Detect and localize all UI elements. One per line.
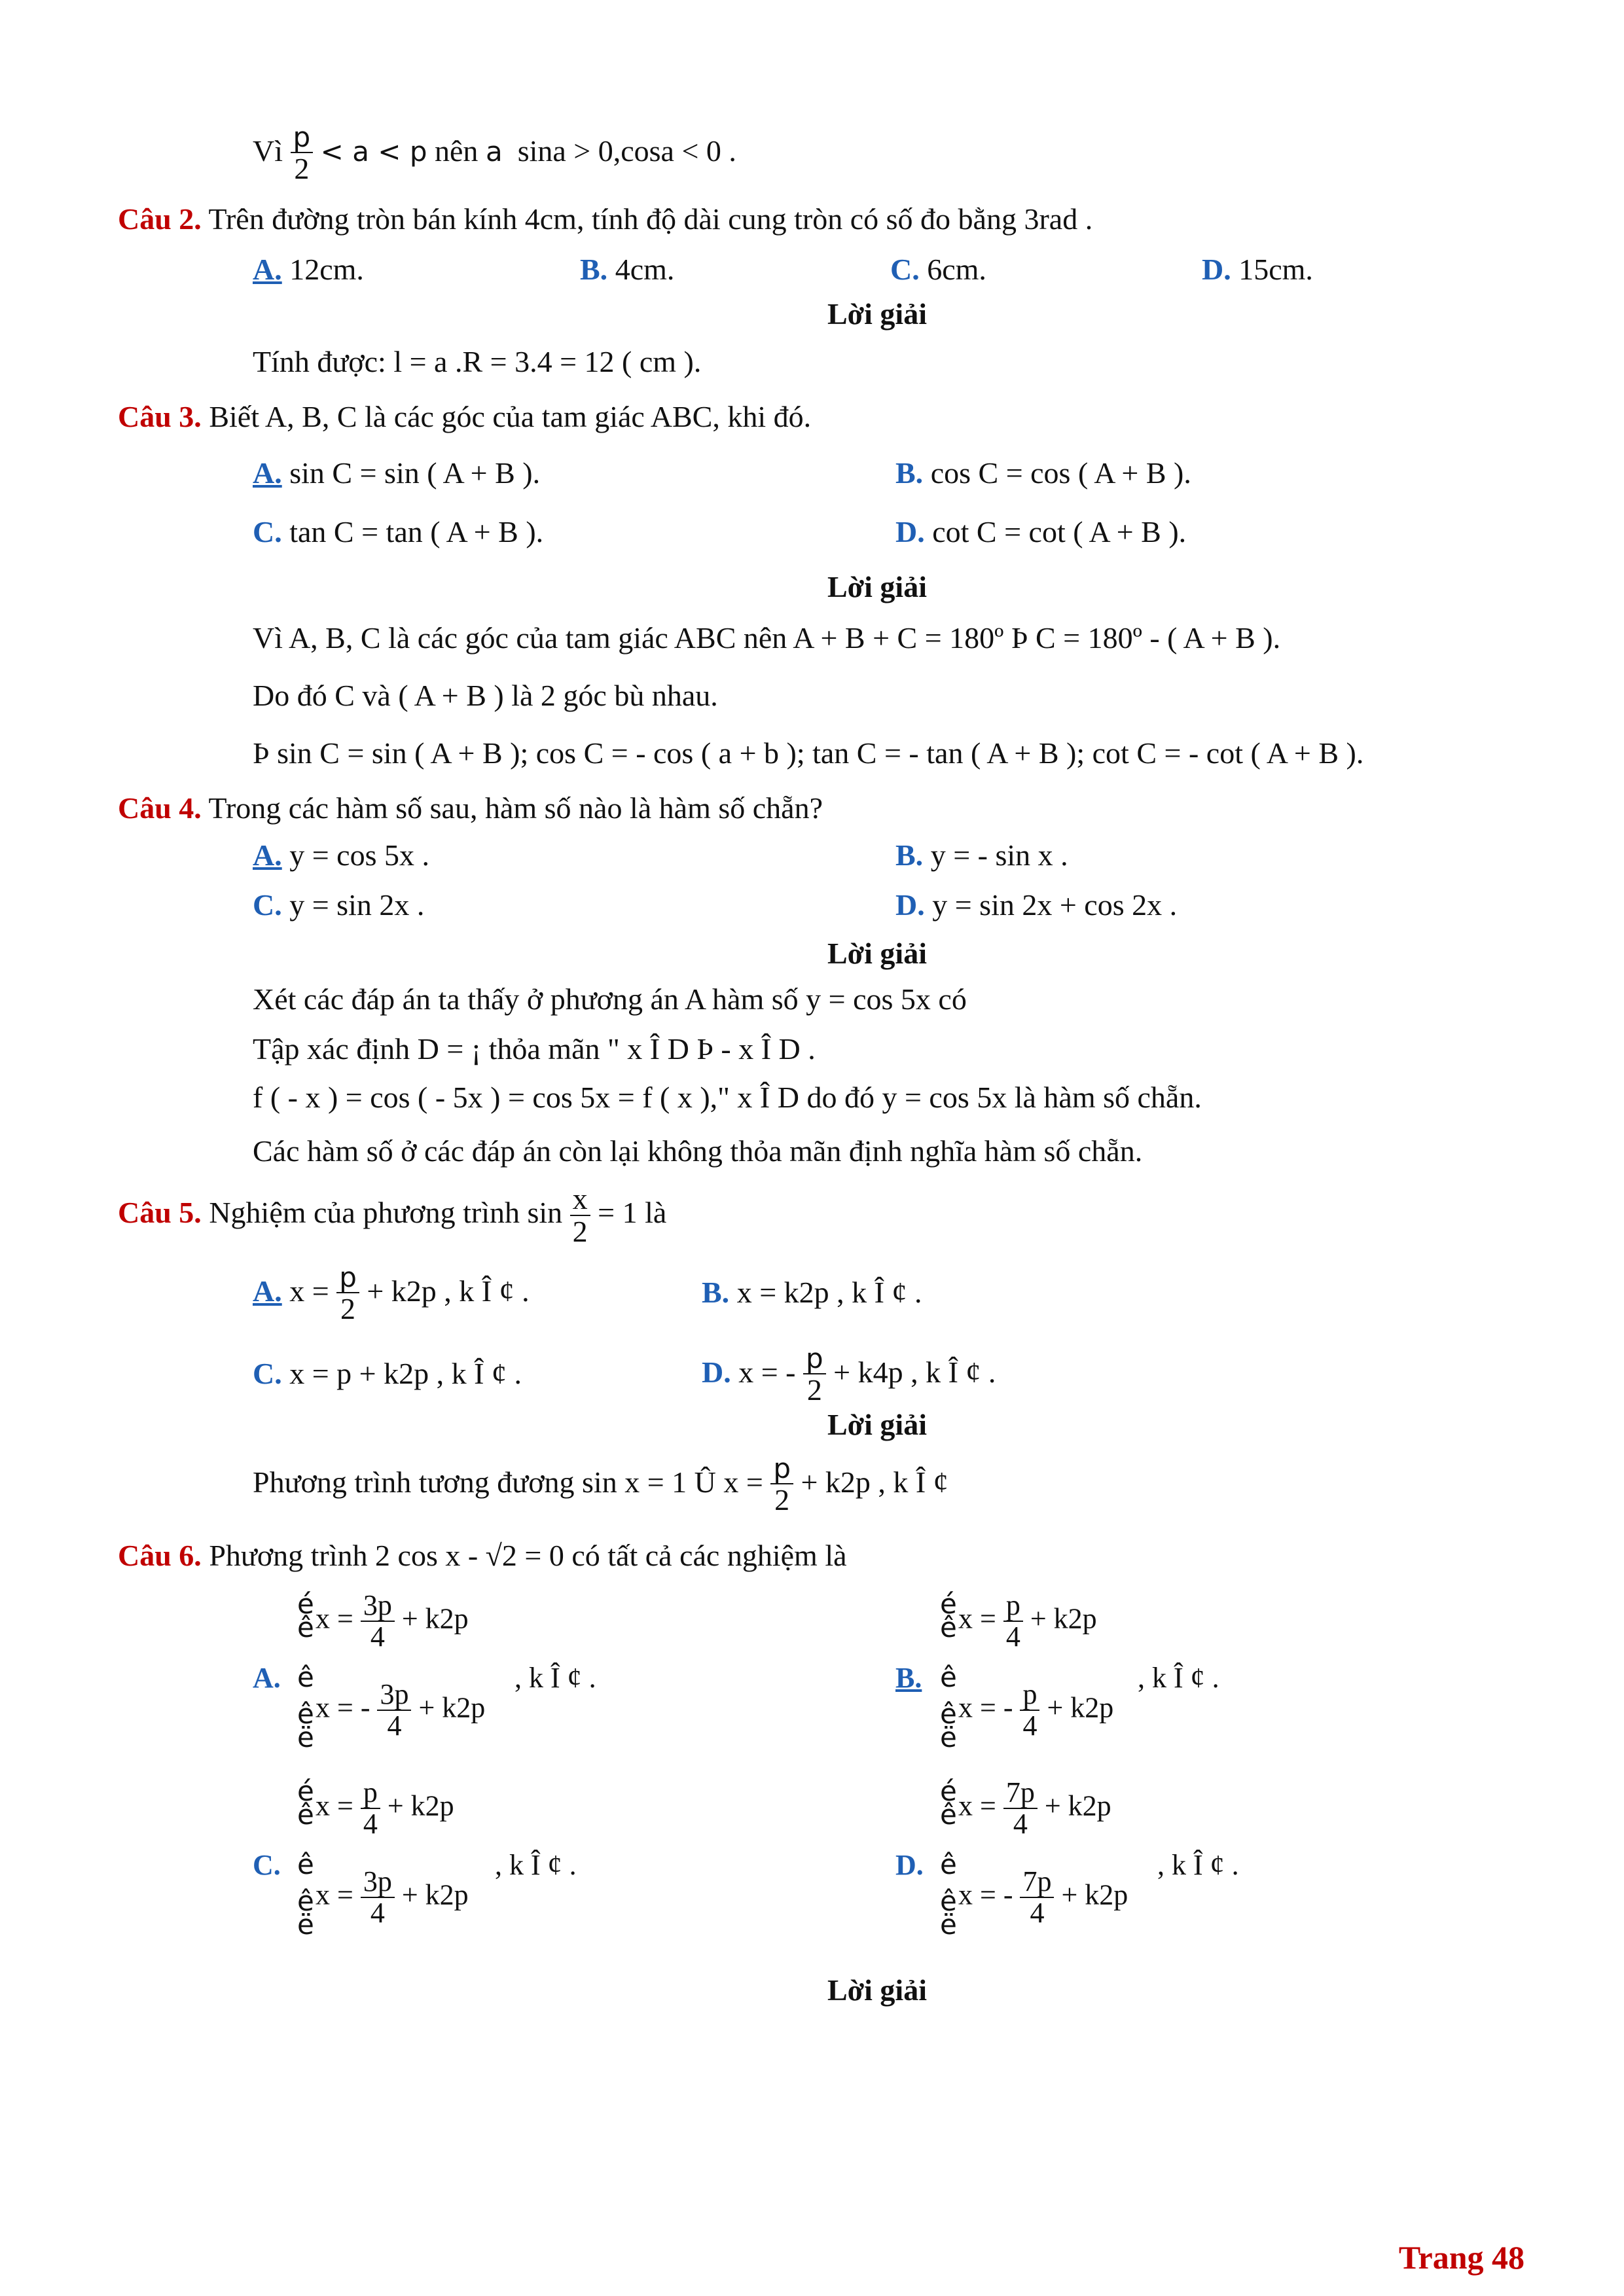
bracket-mid: ê xyxy=(297,1698,314,1730)
q3-option-b[interactable] xyxy=(895,457,1191,490)
option-key: C. xyxy=(253,515,282,548)
q4-option-b[interactable] xyxy=(895,839,1068,872)
q4-solution-line-2: Tập xác định D = ¡ thỏa mãn " x Î D Þ - x Î D . xyxy=(253,1032,816,1066)
equation-2 xyxy=(958,1679,1113,1741)
question-2-label: Câu 2. xyxy=(118,202,202,236)
option-text: 15cm. xyxy=(1238,253,1313,286)
option-text: x = k2p , k Î ¢ . xyxy=(736,1276,922,1309)
option-text: y = - sin x . xyxy=(930,838,1068,872)
bracket-mid: ê xyxy=(297,1611,314,1643)
option-key: B. xyxy=(895,838,924,872)
q5-option-c[interactable] xyxy=(253,1357,522,1391)
frac-den: 4 xyxy=(1030,1897,1045,1929)
q5-solution xyxy=(253,1454,948,1516)
question-6-text: Phương trình 2 cos x - √2 = 0 có tất cả các nghiệm là xyxy=(209,1539,847,1572)
question-3 xyxy=(118,401,811,434)
option-text: x = p + k2p , k Î ¢ . xyxy=(289,1357,522,1390)
question-2-tail: 3rad . xyxy=(1024,202,1093,236)
frac-den: 2 xyxy=(806,1373,822,1407)
option-suffix: , k Î ¢ . xyxy=(1138,1662,1219,1694)
eq-rhs: + k2p xyxy=(1047,1691,1114,1724)
frac-den: 2 xyxy=(294,152,310,186)
frac-den: 4 xyxy=(387,1710,402,1742)
frac-num: 7p xyxy=(1020,1867,1054,1898)
eq-rhs: + k2p xyxy=(1044,1789,1111,1822)
fraction xyxy=(1003,1778,1038,1839)
option-key: C. xyxy=(253,1357,282,1390)
question-6-label: Câu 6. xyxy=(118,1539,202,1572)
equation-1 xyxy=(958,1590,1097,1652)
frac-num: p xyxy=(291,123,314,153)
bracket-top: é xyxy=(940,1775,957,1807)
q5-option-b[interactable] xyxy=(702,1276,922,1310)
intro-alpha: a xyxy=(485,135,503,168)
frac-num: 7p xyxy=(1003,1778,1038,1809)
option-text: 4cm. xyxy=(615,253,675,286)
frac-den: 4 xyxy=(1005,1621,1020,1653)
eq-rhs: + k2p xyxy=(1030,1602,1097,1635)
frac-num: p xyxy=(1003,1590,1023,1622)
bracket-bottom: ë xyxy=(940,1721,957,1753)
option-key: A. xyxy=(253,253,282,286)
eq-rhs: + k2p xyxy=(401,1878,469,1911)
q3-solution-line-2: Do đó C và ( A + B ) là 2 góc bù nhau. xyxy=(253,679,718,712)
bracket-top: é xyxy=(297,1588,314,1620)
option-key: D. xyxy=(895,1849,924,1881)
eq-lhs: x = xyxy=(958,1602,996,1635)
eq-rhs: + k2p xyxy=(418,1691,486,1724)
q4-solution-title: Lời giải xyxy=(827,937,927,970)
option-key: B. xyxy=(895,1662,922,1694)
fraction xyxy=(1003,1590,1023,1652)
q3-option-a[interactable] xyxy=(253,457,540,490)
bracket-mid: ê xyxy=(940,1611,957,1643)
fraction xyxy=(361,1778,380,1839)
bracket-mid: ê xyxy=(297,1661,314,1693)
intro-rest: sina > 0,cosa < 0 . xyxy=(517,134,736,168)
q5-solution-title: Lời giải xyxy=(827,1408,927,1441)
question-5-tail: = 1 là xyxy=(598,1195,667,1229)
option-suffix: , k Î ¢ . xyxy=(514,1662,596,1694)
option-key: C. xyxy=(253,1849,281,1881)
option-post: + k2p , k Î ¢ . xyxy=(367,1274,530,1308)
pi-over-2-fraction xyxy=(336,1263,359,1325)
question-5-label: Câu 5. xyxy=(118,1195,202,1229)
q2-option-b[interactable] xyxy=(580,253,674,287)
q6-option-d[interactable] xyxy=(895,1775,1354,1948)
q6-option-b[interactable] xyxy=(895,1590,1354,1761)
pi-over-2-fraction xyxy=(770,1454,793,1516)
option-text: y = cos 5x . xyxy=(289,838,429,872)
option-text: cot C = cot ( A + B ). xyxy=(932,515,1187,548)
solution-post: + k2p , k Î ¢ xyxy=(801,1465,948,1499)
equation-2 xyxy=(316,1679,485,1741)
page-number: Trang 48 xyxy=(1398,2239,1525,2276)
fraction xyxy=(1020,1679,1039,1741)
bracket-mid: ê xyxy=(940,1799,957,1831)
solution-pre: Phương trình tương đương sin x = 1 Û x = xyxy=(253,1465,763,1499)
q4-option-d[interactable] xyxy=(895,889,1177,922)
q3-solution-line-1: Vì A, B, C là các góc của tam giác ABC nên A + B + C = 180º Þ C = 180º - ( A + B ). xyxy=(253,621,1281,655)
q5-option-d[interactable] xyxy=(702,1344,996,1406)
frac-num: 3p xyxy=(361,1590,395,1622)
bracket-mid: ê xyxy=(297,1848,314,1880)
q2-option-c[interactable] xyxy=(890,253,986,287)
frac-den: 2 xyxy=(572,1215,588,1249)
q3-option-c[interactable] xyxy=(253,516,543,549)
bracket-mid: ê xyxy=(940,1848,957,1880)
option-text: cos C = cos ( A + B ). xyxy=(930,456,1191,490)
question-3-label: Câu 3. xyxy=(118,400,202,433)
option-suffix: , k Î ¢ . xyxy=(1157,1849,1239,1881)
frac-den: 4 xyxy=(363,1808,378,1840)
question-4 xyxy=(118,792,823,825)
frac-num: p xyxy=(336,1263,359,1293)
frac-num: p xyxy=(803,1344,826,1374)
q6-option-c[interactable] xyxy=(253,1775,711,1948)
bracket-top: é xyxy=(940,1588,957,1620)
option-pre: x = - xyxy=(738,1355,796,1389)
frac-den: 2 xyxy=(774,1483,790,1517)
option-text: y = sin 2x . xyxy=(289,888,425,922)
option-text: 6cm. xyxy=(927,253,986,286)
question-4-label: Câu 4. xyxy=(118,791,202,825)
frac-den: 4 xyxy=(370,1621,385,1653)
bracket-bottom: ë xyxy=(940,1909,957,1941)
fraction xyxy=(1020,1867,1054,1928)
q6-solution-title: Lời giải xyxy=(827,1973,927,2007)
q3-solution-title: Lời giải xyxy=(827,570,927,603)
equation-1 xyxy=(958,1778,1111,1839)
eq-rhs: + k2p xyxy=(387,1789,454,1822)
frac-num: p xyxy=(1020,1679,1039,1711)
option-key: D. xyxy=(1202,253,1231,286)
intro-line xyxy=(253,123,736,185)
eq-lhs: x = xyxy=(316,1878,353,1911)
option-key: D. xyxy=(702,1355,731,1389)
eq-rhs: + k2p xyxy=(401,1602,469,1635)
q4-solution-line-1: Xét các đáp án ta thấy ở phương án A hàm số y = cos 5x có xyxy=(253,982,967,1016)
option-key: B. xyxy=(702,1276,730,1309)
fraction xyxy=(377,1679,411,1741)
pi-over-2-fraction xyxy=(803,1344,826,1406)
frac-num: 3p xyxy=(377,1679,411,1711)
option-key: C. xyxy=(253,888,282,922)
eq-lhs: x = - xyxy=(958,1691,1013,1724)
bracket-top: é xyxy=(297,1775,314,1807)
question-2-text: Trên đường tròn bán kính 4cm, tính độ dài cung tròn có số đo bằng xyxy=(208,202,1017,236)
frac-num: x xyxy=(570,1183,590,1216)
option-text: 12cm. xyxy=(289,253,364,286)
x-over-2-fraction xyxy=(570,1183,590,1248)
fraction xyxy=(361,1867,395,1928)
equation-2 xyxy=(958,1867,1128,1928)
option-text: sin C = sin ( A + B ). xyxy=(289,456,541,490)
q3-option-d[interactable] xyxy=(895,516,1186,549)
bracket-bottom: ë xyxy=(297,1909,314,1941)
bracket-bottom: ë xyxy=(297,1721,314,1753)
option-key: D. xyxy=(895,888,925,922)
option-key: A. xyxy=(253,1274,282,1308)
option-key: B. xyxy=(895,456,924,490)
eq-lhs: x = xyxy=(316,1789,353,1822)
option-suffix: , k Î ¢ . xyxy=(495,1849,577,1881)
intro-nen: nên xyxy=(435,134,478,168)
frac-num: 3p xyxy=(361,1867,395,1898)
option-key: A. xyxy=(253,456,282,490)
q2-solution-title: Lời giải xyxy=(827,297,927,331)
frac-den: 4 xyxy=(1013,1808,1028,1840)
question-4-text: Trong các hàm số sau, hàm số nào là hàm số chẵn? xyxy=(208,791,823,825)
frac-den: 4 xyxy=(1022,1710,1038,1742)
option-key: D. xyxy=(895,515,925,548)
bracket-mid: ê xyxy=(940,1698,957,1730)
q3-solution-line-3: Þ sin C = sin ( A + B ); cos C = - cos ( a + b ); tan C = - tan ( A + B ); cot C = - cot ( A + B ). xyxy=(253,736,1364,770)
option-pre: x = xyxy=(289,1274,329,1308)
option-key: C. xyxy=(890,253,920,286)
pi-over-2-fraction xyxy=(291,123,314,185)
q2-option-a[interactable] xyxy=(253,253,364,287)
equation-2 xyxy=(316,1867,469,1928)
q4-solution-line-4: Các hàm số ở các đáp án còn lại không thỏa mãn định nghĩa hàm số chẵn. xyxy=(253,1134,1143,1168)
q4-option-a[interactable] xyxy=(253,839,429,872)
equation-1 xyxy=(316,1590,469,1652)
q4-option-c[interactable] xyxy=(253,889,424,922)
question-5-text: Nghiệm của phương trình sin xyxy=(209,1195,563,1229)
option-text: y = sin 2x + cos 2x . xyxy=(932,888,1178,922)
eq-rhs: + k2p xyxy=(1061,1878,1128,1911)
eq-lhs: x = xyxy=(316,1602,353,1635)
q2-solution: Tính được: l = a .R = 3.4 = 12 ( cm ). xyxy=(253,345,702,378)
option-key: A. xyxy=(253,1662,281,1694)
intro-vi: Vì xyxy=(253,134,283,168)
fraction xyxy=(361,1590,395,1652)
q4-solution-line-3: f ( - x ) = cos ( - 5x ) = cos 5x = f ( x )," x Î D do đó y = cos 5x là hàm số chẵn. xyxy=(253,1081,1202,1114)
option-key: A. xyxy=(253,838,282,872)
eq-lhs: x = - xyxy=(958,1878,1013,1911)
q6-option-a[interactable] xyxy=(253,1590,711,1761)
question-6 xyxy=(118,1539,847,1573)
bracket-mid: ê xyxy=(940,1661,957,1693)
question-2 xyxy=(118,203,1092,236)
option-post: + k4p , k Î ¢ . xyxy=(833,1355,996,1389)
frac-num: p xyxy=(361,1778,380,1809)
question-3-text: Biết A, B, C là các góc của tam giác ABC, khi đó. xyxy=(209,400,812,433)
q2-option-d[interactable] xyxy=(1202,253,1313,287)
q5-option-a[interactable] xyxy=(253,1263,530,1325)
equation-1 xyxy=(316,1778,454,1839)
option-key: B. xyxy=(580,253,608,286)
option-text: tan C = tan ( A + B ). xyxy=(289,515,544,548)
question-5 xyxy=(118,1183,666,1248)
bracket-mid: ê xyxy=(297,1799,314,1831)
eq-lhs: x = - xyxy=(316,1691,370,1724)
intro-inequality: < a < p xyxy=(320,135,427,168)
frac-den: 4 xyxy=(370,1897,385,1929)
bracket-mid: ê xyxy=(297,1885,314,1917)
eq-lhs: x = xyxy=(958,1789,996,1822)
bracket-mid: ê xyxy=(940,1885,957,1917)
frac-num: p xyxy=(770,1454,793,1484)
frac-den: 2 xyxy=(340,1292,356,1326)
